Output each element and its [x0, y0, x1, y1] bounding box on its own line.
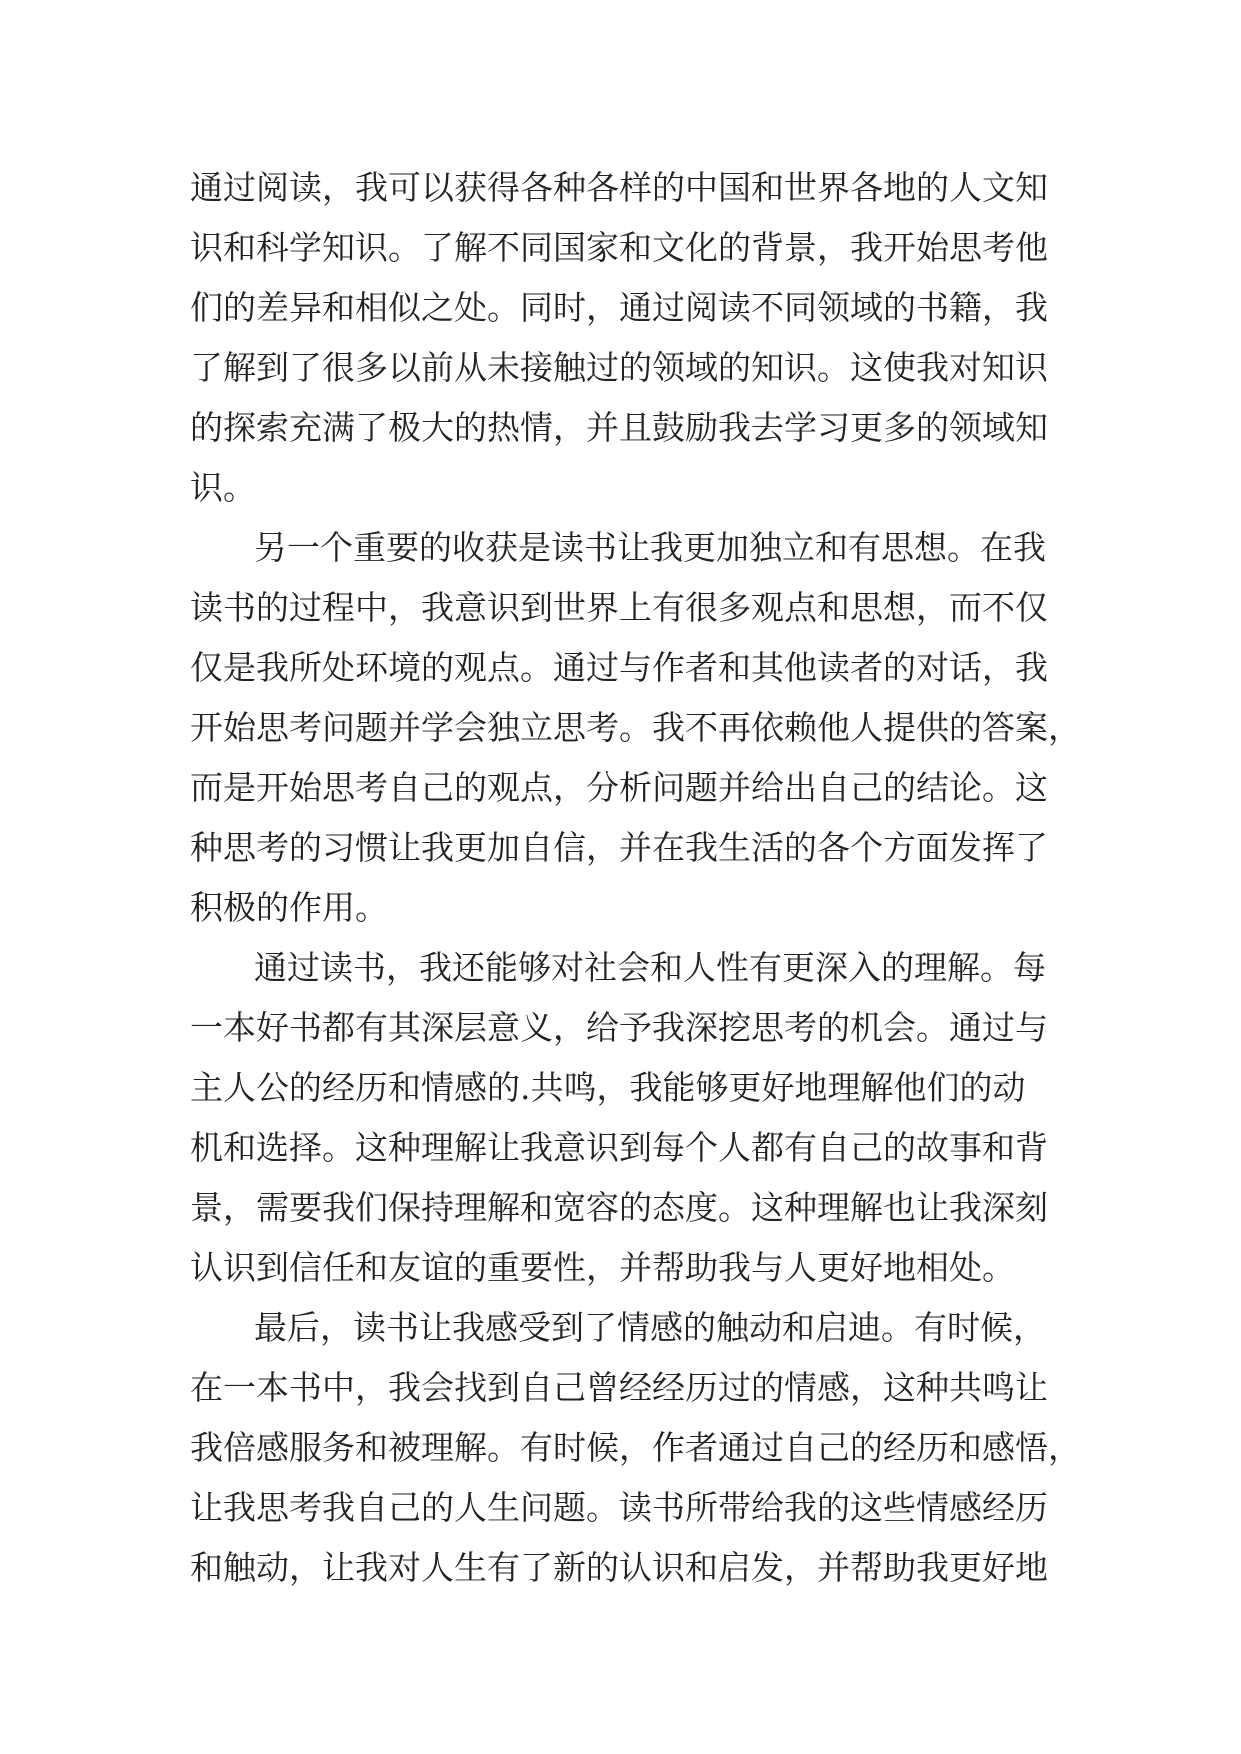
text-line: 一本好书都有其深层意义，给予我深挖思考的机会。通过与 — [190, 1008, 1048, 1047]
text-line: 我倍感服务和被理解。有时候，作者通过自己的经历和感悟， — [190, 1428, 1081, 1467]
paragraph-first-line: 通过读书，我还能够对社会和人性有更深入的理解。每 — [254, 948, 1046, 987]
text-line: 积极的作用。 — [190, 888, 388, 927]
text-line: 通过阅读，我可以获得各种各样的中国和世界各地的人文知 — [190, 168, 1048, 207]
text-line: 的探索充满了极大的热情，并且鼓励我去学习更多的领域知 — [190, 408, 1048, 447]
text-line: 种思考的习惯让我更加自信，并在我生活的各个方面发挥了 — [190, 828, 1048, 867]
text-line: 识和科学知识。了解不同国家和文化的背景，我开始思考他 — [190, 228, 1048, 267]
text-line: 了解到了很多以前从未接触过的领域的知识。这使我对知识 — [190, 348, 1048, 387]
text-line: 机和选择。这种理解让我意识到每个人都有自己的故事和背 — [190, 1128, 1048, 1167]
paragraph-first-line: 最后，读书让我感受到了情感的触动和启迪。有时候， — [254, 1308, 1046, 1347]
text-line: 开始思考问题并学会独立思考。我不再依赖他人提供的答案， — [190, 708, 1081, 747]
text-line: 认识到信任和友谊的重要性，并帮助我与人更好地相处。 — [190, 1248, 1015, 1287]
text-line: 们的差异和相似之处。同时，通过阅读不同领域的书籍，我 — [190, 288, 1048, 327]
text-line: 主人公的经历和情感的.共鸣，我能够更好地理解他们的动 — [190, 1068, 1026, 1107]
text-line: 景，需要我们保持理解和宽容的态度。这种理解也让我深刻 — [190, 1188, 1048, 1227]
paragraph-first-line: 另一个重要的收获是读书让我更加独立和有思想。在我 — [254, 528, 1046, 567]
text-line: 读书的过程中，我意识到世界上有很多观点和思想，而不仅 — [190, 588, 1048, 627]
text-line: 仅是我所处环境的观点。通过与作者和其他读者的对话，我 — [190, 648, 1048, 687]
text-line: 让我思考我自己的人生问题。读书所带给我的这些情感经历 — [190, 1488, 1048, 1527]
text-line: 而是开始思考自己的观点，分析问题并给出自己的结论。这 — [190, 768, 1048, 807]
text-line: 和触动，让我对人生有了新的认识和启发，并帮助我更好地 — [190, 1548, 1048, 1587]
text-line: 识。 — [190, 468, 256, 507]
text-line: 在一本书中，我会找到自己曾经经历过的情感，这种共鸣让 — [190, 1368, 1048, 1407]
